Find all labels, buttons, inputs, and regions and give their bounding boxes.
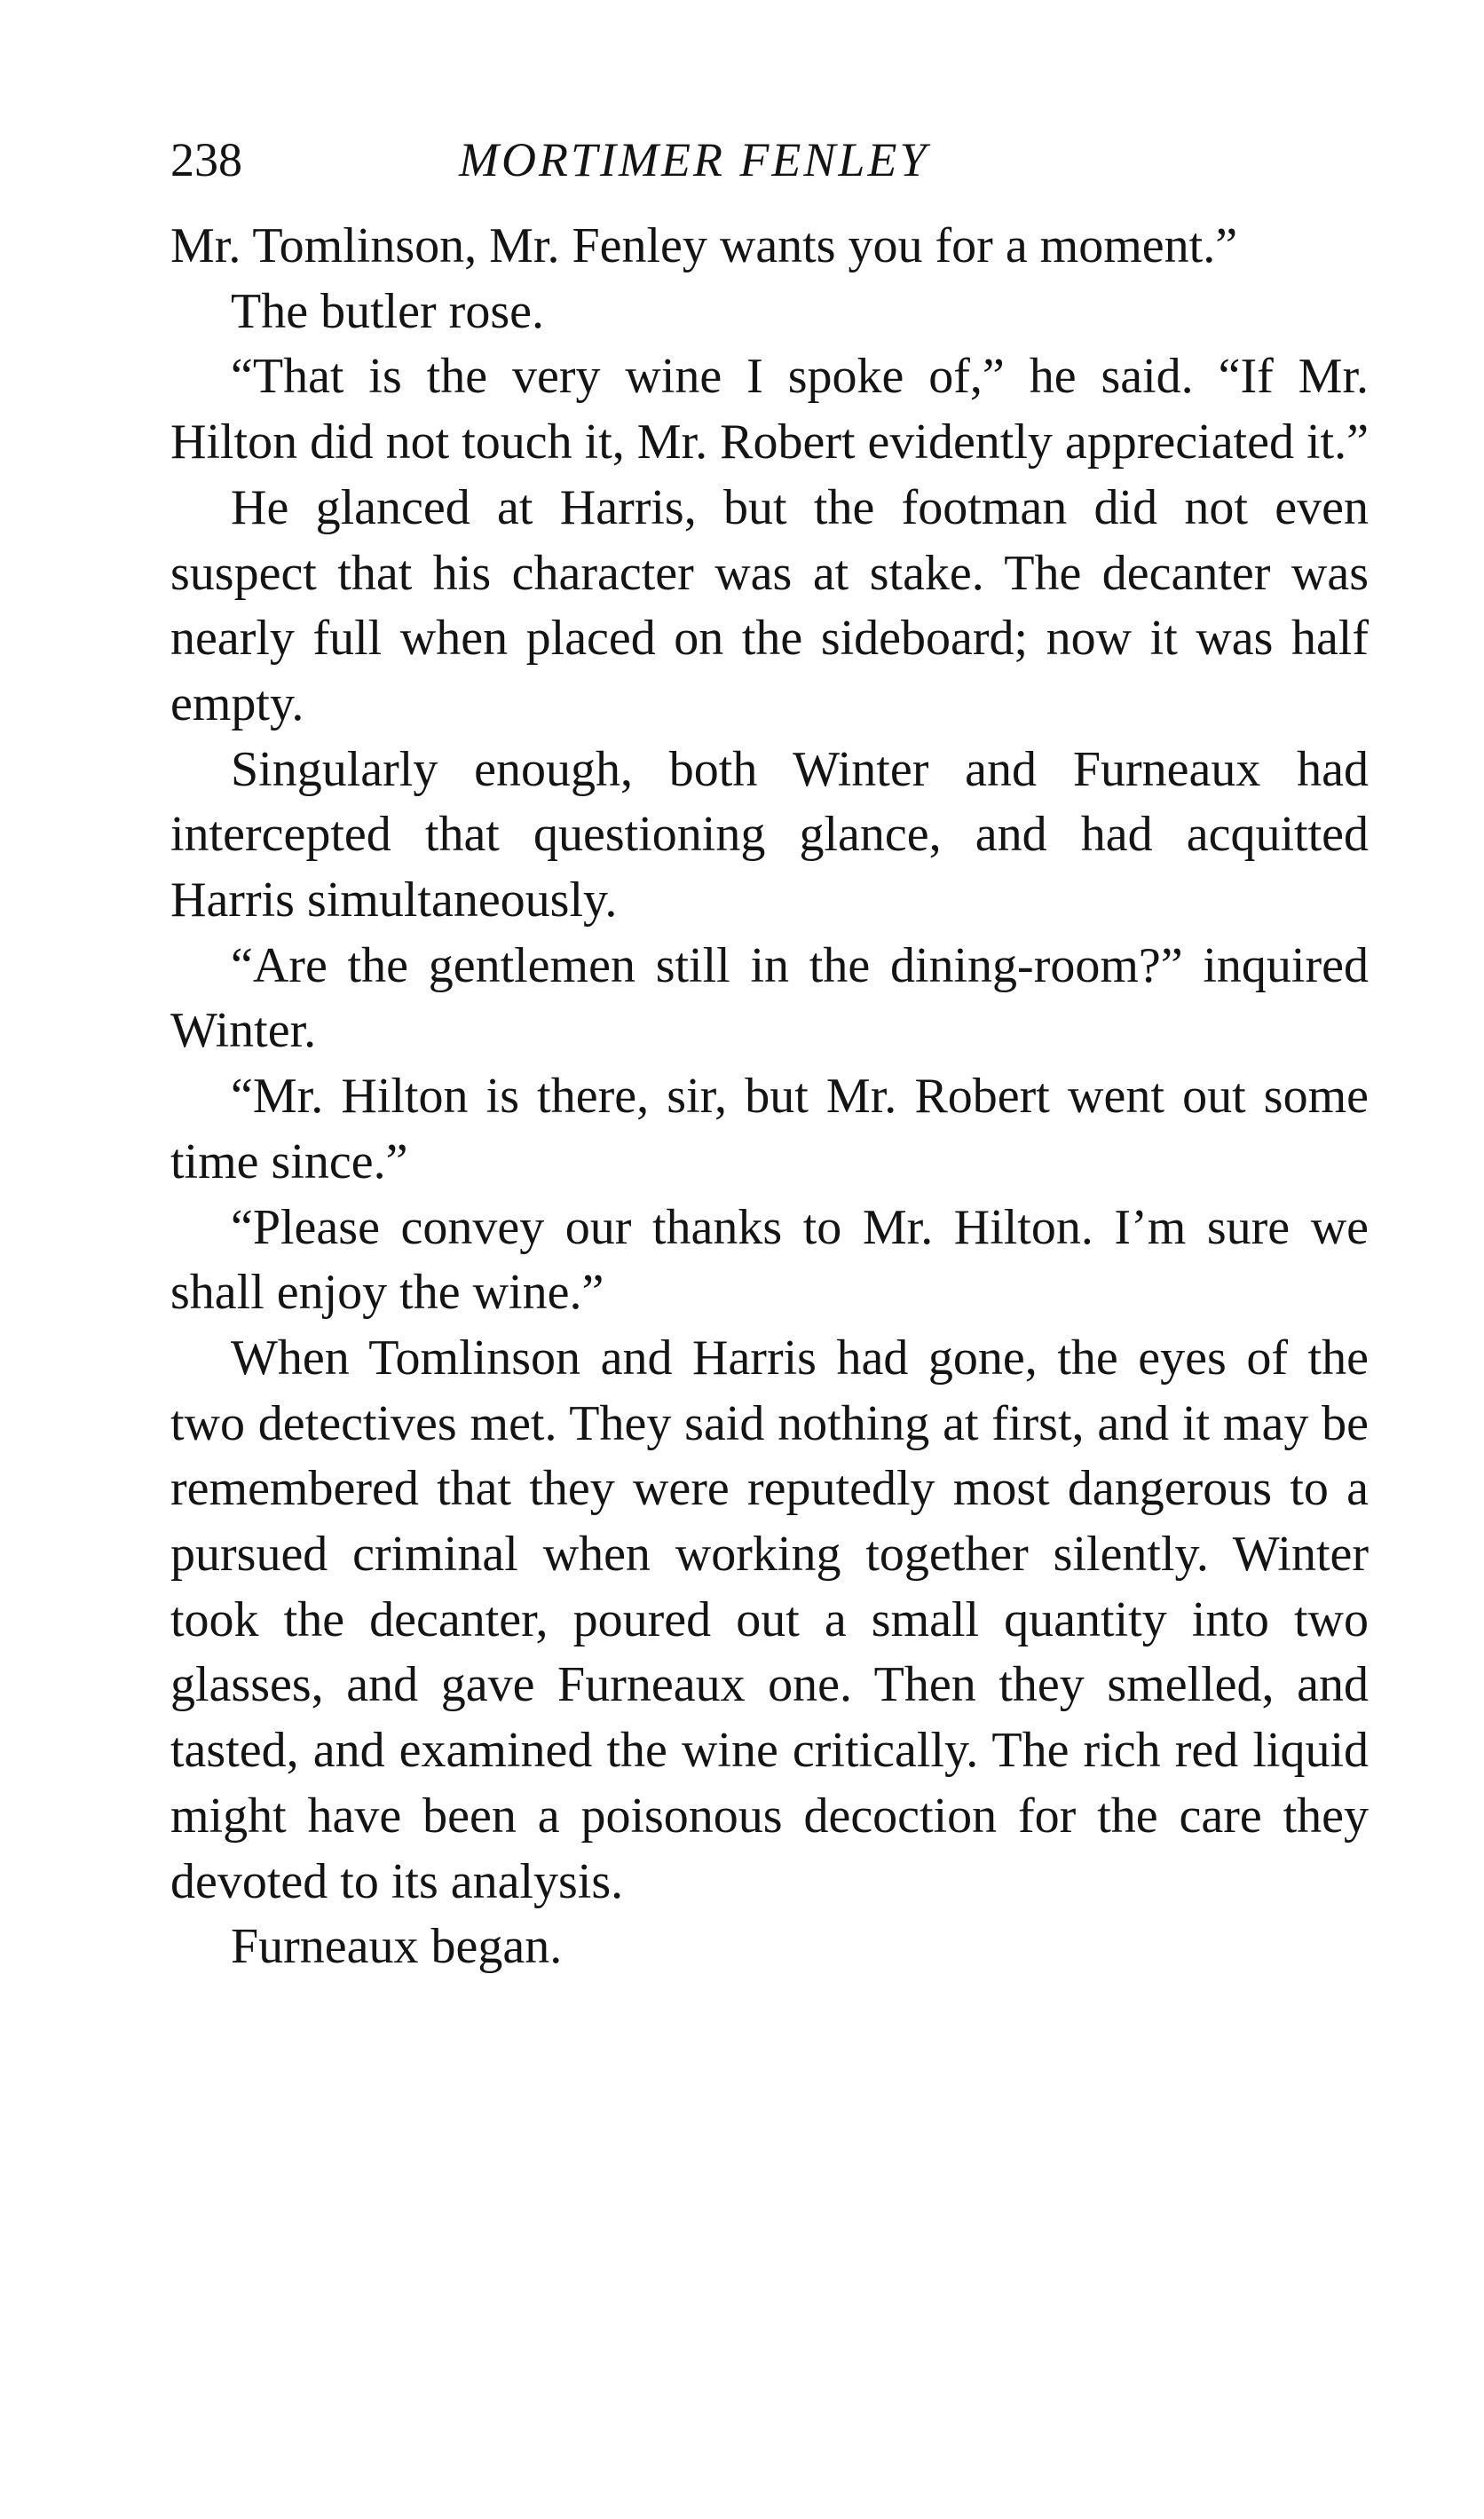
paragraph: He glanced at Harris, but the footman did not even suspect that his character was at stake. The decanter was nearly full when placed on the sideboard; now it was half empty. — [170, 479, 1369, 731]
paragraph: “Mr. Hilton is there, sir, but Mr. Robert went out some time since.” — [170, 1069, 1369, 1189]
paragraph: When Tomlinson and Harris had gone, the eyes of the two detectives met. They said nothing at first, and it may be remembered that they were reputedly most dangerous to a pursued criminal when working together silently. Winter took the decanter, poured out a small quantity into two glasses, and gave Furneaux one. Then they smelled, and tasted, and examined the wine critically. The rich red liquid might have been a poisonous decoction for the care they devoted to its analysis. — [170, 1330, 1369, 1909]
page-number: 238 — [170, 133, 242, 186]
paragraph: Mr. Tomlinson, Mr. Fenley wants you for a moment.” — [170, 218, 1238, 273]
paragraph: “Please convey our thanks to Mr. Hilton. I’m sure we shall enjoy the wine.” — [170, 1199, 1369, 1321]
paragraph: The butler rose. — [231, 283, 544, 339]
paragraph: “That is the very wine I spoke of,” he said. “If Mr. Hilton did not touch it, Mr. Robert evidently appreciated it.” — [170, 349, 1369, 470]
page-header — [170, 124, 1369, 195]
paragraph: Furneaux began. — [231, 1919, 563, 1975]
paragraph: Singularly enough, both Winter and Furneaux had intercepted that questioning glance, and had acquitted Harris simultaneously. — [170, 741, 1369, 928]
running-title: MORTIMER FENLEY — [459, 133, 929, 186]
body-text — [170, 214, 1369, 1980]
paragraph: “Are the gentlemen still in the dining-room?” inquired Winter. — [170, 937, 1369, 1059]
